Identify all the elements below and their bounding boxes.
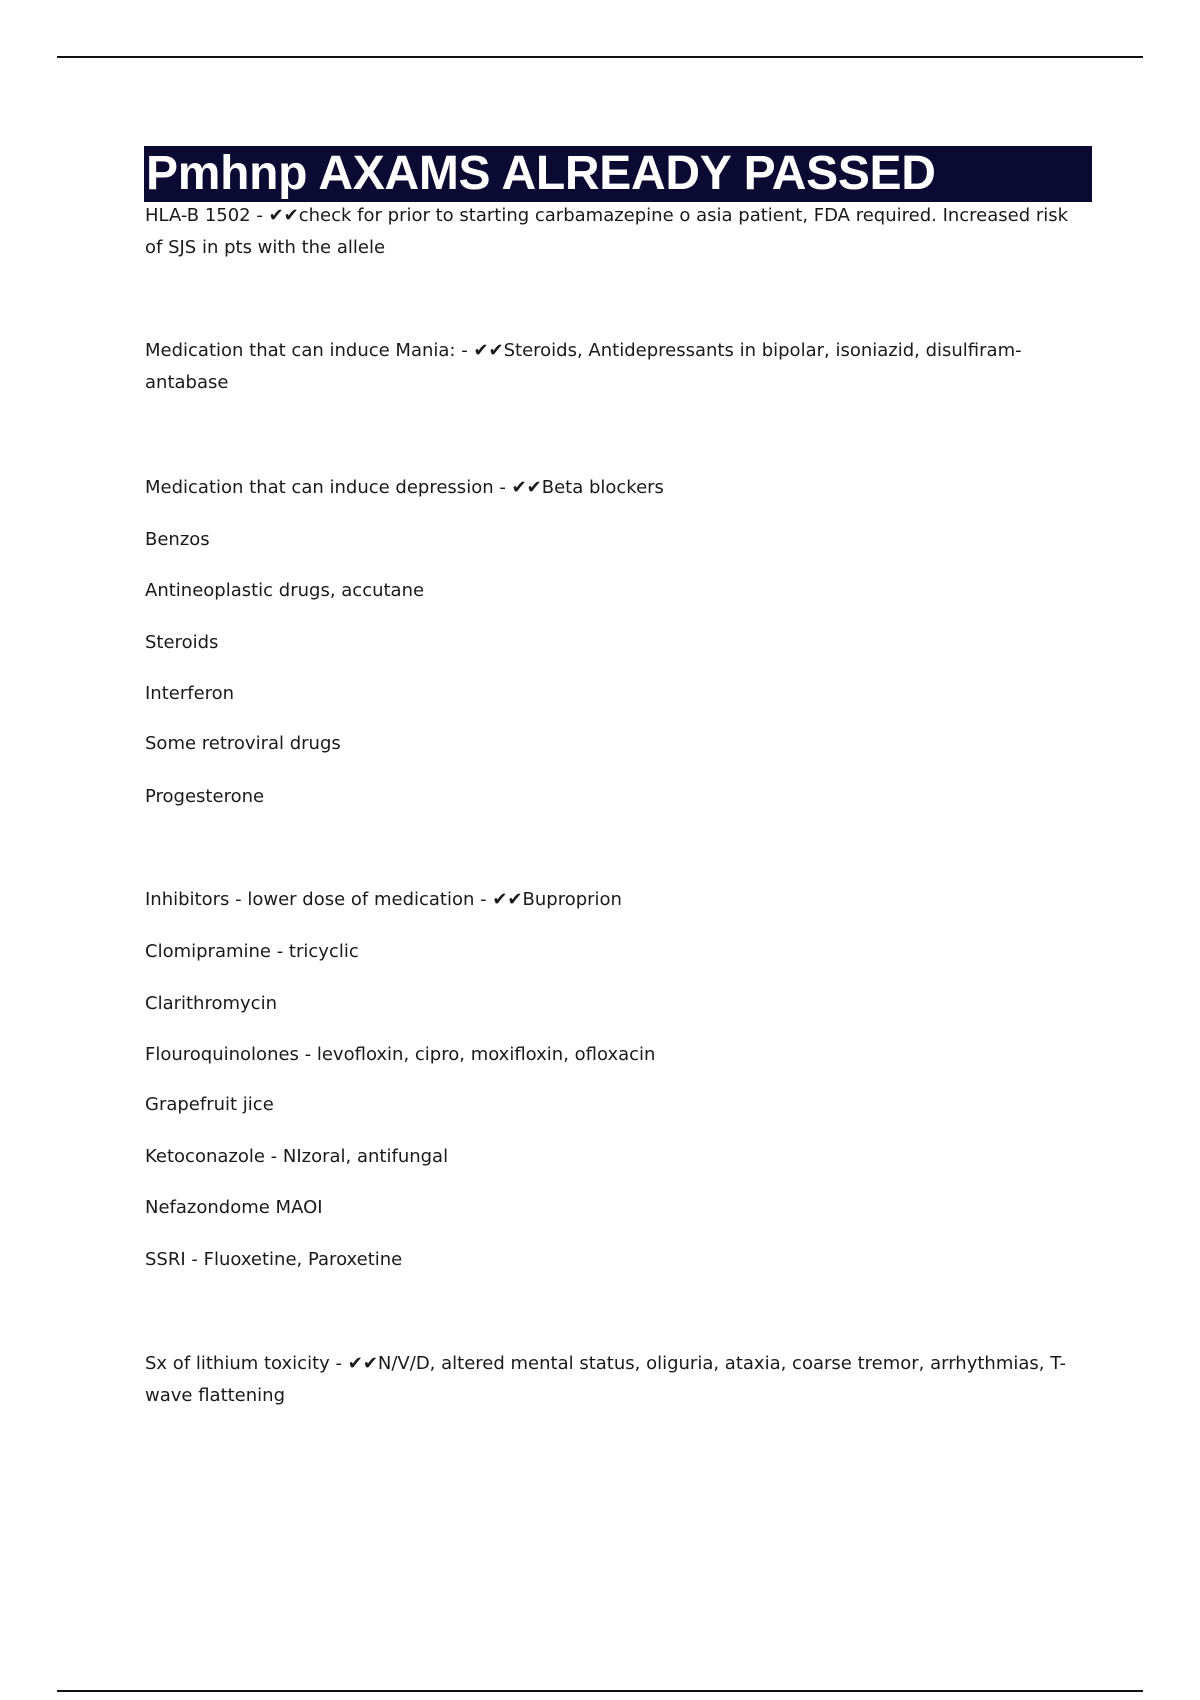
check-marks-icon: ✔✔ [473,340,504,361]
answer-text: Beta blockers [541,477,664,498]
answer-text: check for prior to starting carbamazepine o asia patient, FDA required. Increased risk of SJS in pts with the allele [145,205,1069,258]
check-marks-icon: ✔✔ [268,205,299,226]
question-text: HLA-B 1502 - [145,205,269,226]
list-item: Benzos [145,529,210,550]
question-text: Medication that can induce Mania: - [145,340,474,361]
list-item: Flouroquinolones - levofloxin, cipro, moxifloxin, ofloxacin [145,1044,656,1065]
list-item: Interferon [145,683,235,704]
answer-text: N/V/D, altered mental status, oliguria, ataxia, coarse tremor, arrhythmias, T-wave flattening [145,1353,1067,1406]
question-text: Sx of lithium toxicity - [145,1353,348,1374]
qa-entry-hla-b [145,200,1085,264]
list-item: Antineoplastic drugs, accutane [145,580,425,601]
question-text: Medication that can induce depression - [145,477,512,498]
qa-entry-depression [145,472,1085,504]
list-item: Steroids [145,632,219,653]
check-marks-icon: ✔✔ [347,1353,378,1374]
list-item: SSRI - Fluoxetine, Paroxetine [145,1249,403,1270]
list-item: Clarithromycin [145,993,277,1014]
answer-text: Buproprion [522,889,622,910]
header-rule [57,56,1143,58]
question-text: Inhibitors - lower dose of medication - [145,889,493,910]
answer-text: Steroids, Antidepressants in bipolar, isoniazid, disulfiram-antabase [145,340,1022,393]
list-item: Progesterone [145,786,265,807]
qa-entry-mania [145,335,1085,399]
title-banner [144,146,1092,202]
list-item: Ketoconazole - NIzoral, antifungal [145,1146,449,1167]
list-item: Nefazondome MAOI [145,1197,323,1218]
page-title: Pmhnp AXAMS ALREADY PASSED [146,147,936,200]
list-item: Some retroviral drugs [145,733,341,754]
check-marks-icon: ✔✔ [511,477,542,498]
list-item: Clomipramine - tricyclic [145,941,359,962]
footer-rule [57,1690,1143,1692]
qa-entry-lithium [145,1348,1085,1412]
check-marks-icon: ✔✔ [492,889,523,910]
qa-entry-inhibitors [145,884,1085,916]
list-item: Grapefruit jice [145,1094,274,1115]
